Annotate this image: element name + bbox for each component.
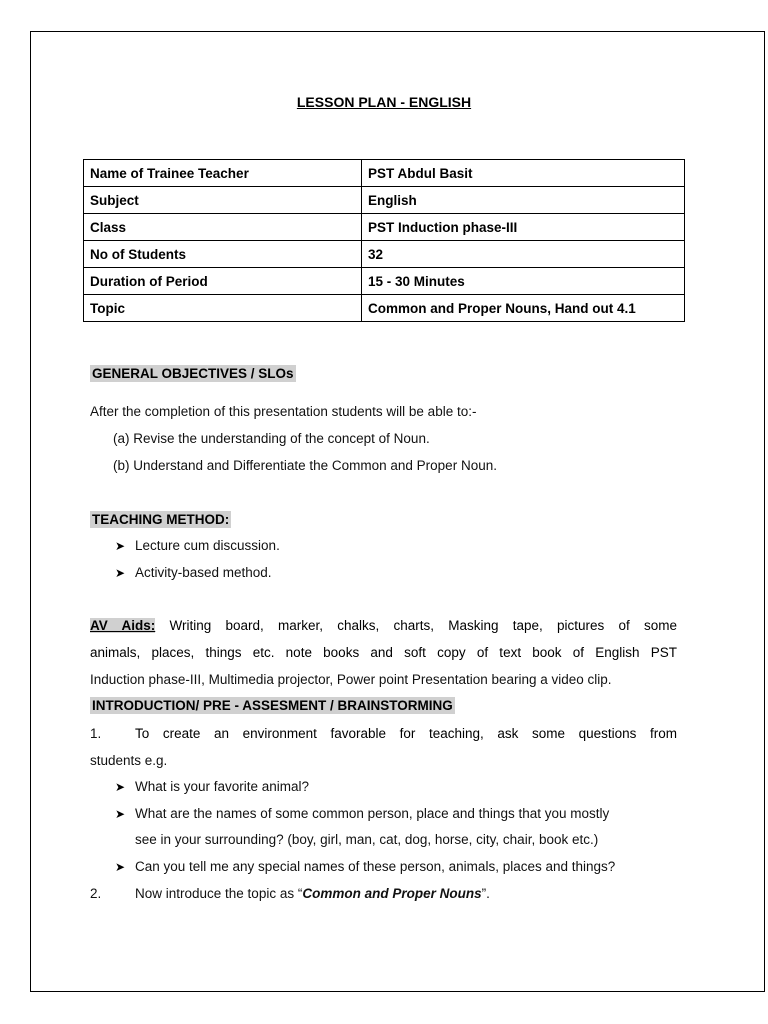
objectives-intro: After the completion of this presentation students will be able to:- — [90, 404, 477, 419]
info-key: Subject — [84, 187, 362, 214]
para-2-text: Now introduce the topic as “Common and Proper Nouns”. — [135, 886, 490, 901]
topic-emphasis: Common and Proper Nouns — [302, 886, 482, 901]
av-aids-line-2: animals, places, things etc. note books and soft copy of text book of English PST — [90, 645, 677, 660]
info-table — [83, 159, 685, 322]
para-2-number: 2. — [90, 886, 102, 901]
introduction-heading: INTRODUCTION/ PRE - ASSESMENT / BRAINSTORMING — [92, 698, 453, 713]
bullet-arrow-icon: ➤ — [115, 807, 126, 821]
info-key: Class — [84, 214, 362, 241]
info-row — [84, 295, 685, 322]
info-row — [84, 241, 685, 268]
objectives-heading: GENERAL OBJECTIVES / SLOs — [92, 366, 294, 381]
bullet-arrow-icon: ➤ — [115, 566, 126, 580]
page-title: LESSON PLAN - ENGLISH — [296, 94, 472, 110]
bullet-arrow-icon: ➤ — [115, 539, 126, 553]
info-row — [84, 160, 685, 187]
objective-item-b: (b) Understand and Differentiate the Common and Proper Noun. — [113, 458, 497, 473]
info-value: English — [362, 187, 685, 214]
question-2-line-1: What are the names of some common person, place and things that you mostly — [135, 806, 610, 821]
para-1-number: 1. — [90, 726, 102, 741]
av-aids-label: AV Aids: — [90, 618, 156, 633]
av-aids-line-1: AV Aids: Writing board, marker, chalks, charts, Masking tape, pictures of some — [90, 618, 677, 633]
info-value: 32 — [362, 241, 685, 268]
question-3: Can you tell me any special names of these person, animals, places and things? — [135, 859, 616, 874]
para-1-line-2: students e.g. — [90, 753, 168, 768]
info-key: Topic — [84, 295, 362, 322]
info-value: Common and Proper Nouns, Hand out 4.1 — [362, 295, 685, 322]
question-1: What is your favorite animal? — [135, 779, 310, 794]
question-2-line-2: see in your surrounding? (boy, girl, man, cat, dog, horse, city, chair, book etc.) — [135, 832, 599, 847]
info-key: Duration of Period — [84, 268, 362, 295]
teaching-heading: TEACHING METHOD: — [92, 512, 230, 527]
info-value: 15 - 30 Minutes — [362, 268, 685, 295]
teaching-item-1: Lecture cum discussion. — [135, 538, 280, 553]
teaching-item-2: Activity-based method. — [135, 565, 272, 580]
info-value: PST Induction phase-III — [362, 214, 685, 241]
info-value: PST Abdul Basit — [362, 160, 685, 187]
bullet-arrow-icon: ➤ — [115, 780, 126, 794]
info-key: No of Students — [84, 241, 362, 268]
info-row — [84, 187, 685, 214]
info-key: Name of Trainee Teacher — [84, 160, 362, 187]
bullet-arrow-icon: ➤ — [115, 860, 126, 874]
av-aids-line-3: Induction phase-III, Multimedia projector, Power point Presentation bearing a video clip. — [90, 672, 612, 687]
info-row — [84, 214, 685, 241]
para-1-line-1: To create an environment favorable for teaching, ask some questions from — [135, 726, 677, 741]
objective-item-a: (a) Revise the understanding of the concept of Noun. — [113, 431, 430, 446]
info-row — [84, 268, 685, 295]
